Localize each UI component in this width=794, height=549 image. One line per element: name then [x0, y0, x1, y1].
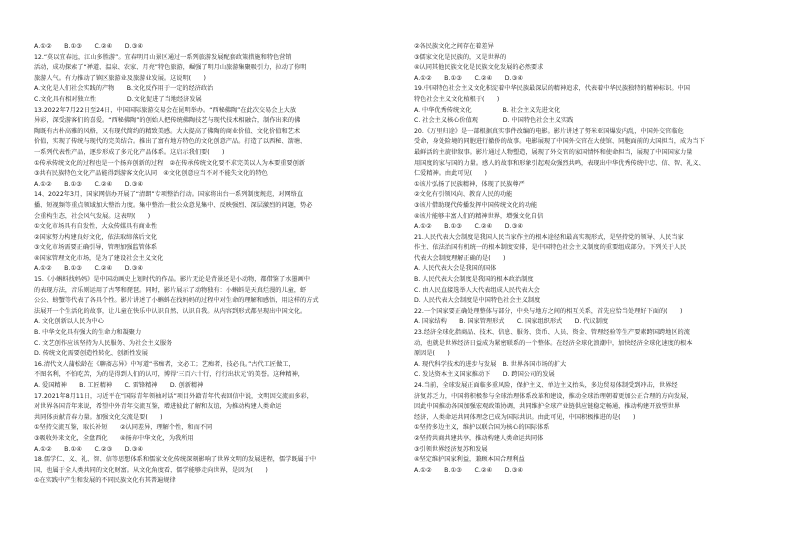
text-line: 13.2022年7月22日至24日，中国国际旅游交易会在昆明举办。“西秘佛陶”在此次交易会上大放	[34, 106, 297, 114]
text-line: A.①② B.①③ C.②④ D.③④	[414, 223, 524, 231]
text-line: 特色社会主义文化植根于( )	[414, 95, 500, 103]
text-line: A. 爱国精神 B. 工匠精神 C. 雷锋精神 D. 创新精神	[34, 382, 204, 389]
text-line: 19.中国特色社会主义文化积淀着中华民族最深层的精神追求，代表着中华民族独特的精神标识。中国	[414, 85, 690, 93]
text-line: A.①② B.①③ C.②④ D.③④	[414, 466, 524, 474]
text-line: 对世界各国青年来说，希望中外青年交流互鉴，增进彼此了解和友谊，为推动构建人类命运	[34, 403, 282, 411]
text-line: A.①② B.①③ C.②④ D.③④	[34, 43, 144, 50]
text-line: ④该片能够丰富人们的精神世界，增强文化自信	[414, 212, 544, 220]
text-line: 动，也就是世界经济日益成为紧密联系的一个整体。在经济全球化浪潮中，加快经济全球化速度的根本	[414, 339, 693, 347]
text-line: ③该片借助现代传播发挥中国传统文化的功能	[414, 201, 538, 209]
text-line: 一系列代表性产品，逐步形成了多元化产品体系。这启示我们要( )	[34, 148, 225, 156]
text-line: B. 人民代表大会制度是我国的根本政治制度	[414, 276, 534, 284]
text-line: B. 中华文化具有强大的生命力和凝聚力	[34, 329, 142, 337]
text-line: 16.清代文人蒲松龄在《聊斋志异》中写道“书痴者，文必工；艺痴者，技必良。”古代工匠做工，	[34, 360, 295, 368]
text-line: ②国家努力构建良好文化，依法取缔落后文化	[34, 233, 158, 241]
text-line: 代表大会制度理解正确的是( )	[414, 254, 506, 262]
text-line: ③吸收外来文化，全盘西化 ④扬弃中华文化，为我所用	[34, 434, 194, 442]
text-line: ④国家管理文化市场，是为了建设社会主义文化	[34, 254, 164, 262]
text-line: ①在实践中产生和发展的不同民族文化有其普遍规律	[34, 477, 176, 485]
text-line: 公公、螃蟹等代表了各具个性。影片讲述了小蝌蚪在找妈妈的过程中对生命的理解和感悟，用这样的方式	[34, 297, 319, 305]
text-line: 20.《万里归途》是一部根据真实事件改编的电影。影片讲述了努米亚国爆发内乱，中国外交官临危	[414, 127, 684, 135]
text-line: 因此中国推动各国加强宏观政策协调，共同维护全球产业链供应链稳定畅通，推动构建开放型世界	[414, 403, 681, 411]
text-line: 15.《小蝌蚪找妈妈》是中国动画史上划时代的作品。影片无论是背景还是小动物，都借鉴了水墨画中	[34, 276, 310, 284]
text-line: 法展开一个生活化的故事，让儿童在快乐中认识自然、认识自我。从内容到形式都呈现出中国文化。	[34, 307, 307, 315]
text-line: 播、短视频等重点领域加大整治力度。集中整治一批公众意见集中、反映强烈、深层激烈的问题，势必	[34, 201, 313, 209]
text-line: A.①② B.①③ C.②④ D.③④	[414, 74, 524, 82]
text-line: 21.人民代表大会制度是我国人民当家作主的根本途径和最高实现形式，是坚持党的领导、人民当家	[414, 233, 684, 241]
text-line: 受命，身处险境的同胞进行撤侨的故事。电影展现了中国外交官在大使馆、同胞面前的大国担当，成为当下	[414, 138, 705, 146]
text-line: C.文化具有相对独立性 D.文化促进了当地经济发展	[34, 95, 202, 103]
text-line: C. 由人民直接选举人大代表组成人民代表大会	[414, 286, 540, 294]
text-line: C. 文艺创作应该坚持为人民服务、为社会主义服务	[34, 339, 173, 347]
text-line: A.文化是人们社会实践的产物 B.文化反作用于一定的经济政治	[34, 85, 214, 93]
text-line: 原因是( )	[414, 350, 450, 358]
text-line: 的表现方法，音乐则运用了古琴和琵琶。同时，影片展示了动物独有：小蝌蚪是天真烂漫的儿童，虾	[34, 286, 307, 294]
text-line: 会重构生态，社会风气发展。这表明( )	[34, 212, 151, 220]
text-line: A.①② B.①④ C.②③ D.③④	[34, 445, 144, 453]
left-column	[34, 42, 398, 487]
text-line: C. 社会主义核心价值观 D. 中国特色社会主义实践	[414, 117, 574, 125]
text-line: ④认同其他民族文化是民族文化发展的必然要求	[414, 64, 544, 72]
text-line: A. 中华优秀传统文化 B. 社会主义先进文化	[414, 106, 561, 114]
text-line: ③儒家文化是民族的，又是世界的	[414, 53, 507, 61]
text-line: ①文化市场具有自发性，大众传媒具有商业性	[34, 223, 158, 231]
text-line: A.①② B.①③ C.②④ D.③④	[34, 265, 144, 273]
right-column	[414, 42, 778, 476]
text-line: ③文化市场需要正确引导，管理加强监管体系	[34, 244, 158, 252]
text-line: 18.儒学仁、义、礼、智、信等思想体系和儒家文化传统深刻影响了世界文明的发展进程，儒学既属于中	[34, 456, 317, 464]
text-line: A. 国家结构 B. 国家管理形式 C. 国家组织形式 D. 代议制度	[414, 318, 609, 326]
text-line: 陶既有古朴高雅的风格，又有现代简约的精致美感。大大提高了佛陶的商业价值、文化价值和艺术	[34, 127, 301, 135]
text-line: ③共有民族特色文化产品能得到游客文化认同 ④文化创意应当不对不能失文化的特色	[34, 170, 268, 178]
text-line: 23.经济全球化指商品、技术、信息、服务、货币、人员、资金、管理经验等生产要素跨国跨地区的流	[414, 329, 690, 337]
text-line: 异彩，深受游客们的喜爱。“西秘佛陶”的创始人把传统佛陶技艺与现代技术相融合，制作出来的佛	[34, 117, 301, 125]
text-line: ③引领世界经济复苏和发展	[414, 445, 488, 453]
text-line: 活动，成功探索了“禅道、温泉、农家、月亮”特色旅游，崛强了明月山旅游集聚吸引力，拉动了你明	[34, 64, 307, 72]
text-line: ①坚持多边主义，维护以联合国为核心的国际体系	[414, 424, 550, 432]
text-line: 不图名利，不怕吃苦，为的是得到人们的认可，博得‘三百六十行，行行出状元’的美誉。这种精神，	[34, 371, 304, 379]
text-line: ②坚持共商共建共享，推动构建人类命运共同体	[414, 434, 544, 442]
text-line: A.①② B.①③ C.②④ D.③④	[34, 180, 144, 188]
text-line: A. 人民代表大会是我国的国体	[414, 265, 497, 273]
text-line: 17.2021年8月11日，习近平在“国际青年领袖对话”项目外籍青年代表回信中说，文明因交流而多彩，	[34, 392, 313, 400]
text-line: 12.“莫以宜春远，江山多胜游”。宜春明月山景区通过一系列旅游发展配套政策措施和特色营销	[34, 53, 292, 61]
text-line: A. 文化创新以人民为中心	[34, 318, 104, 326]
text-line: 共同体贡献青春力量。加强文化交流是要( )	[34, 413, 163, 421]
text-line: D. 人民代表大会制度是中国特色社会主义制度	[414, 297, 541, 305]
text-line: 济复苏乏力，中国将积极参与全球治理体系改革和建设，推动全球治理朝着更加公正合理的方向发展，	[414, 392, 693, 400]
text-line: D. 传统文化需要创造性转化、创新性发展	[34, 350, 148, 358]
text-line: ①该片弘扬了民族精神，体现了民族尊严	[414, 180, 525, 188]
text-line: ①传承传统文化的过程也是一个扬弃创新的过程 ②在传承传统文化要不求完美以人为本要重要创新	[34, 159, 305, 167]
text-line: 经济，人类命运共同体理念已成为国际共识。由此可见，中国积极推进的是( )	[414, 413, 636, 421]
text-line: 用国度的家与国的力量。感人的故事和形象引起观众强烈共鸣，表现出中华优秀传统中忠、信、智、礼义、	[414, 159, 705, 167]
text-line: 仁爱精神。由此可见( )	[414, 170, 487, 178]
text-line: 14、2022年3月，国家网信办开展了“清朗”专项整治行动。国家将出台一系列制度规范，对网络直	[34, 191, 304, 199]
text-line: A. 现代科学技术的进步与发展 B. 世界各国市场的扩大	[414, 360, 567, 368]
text-line: C. 发达资本主义国家推动下 D. 跨国公司的发展	[414, 371, 555, 379]
text-line: 作主、依法治国有机统一的根本制度安排，是中国特色社会主义制度的重要组成部分。下列关于人民	[414, 244, 687, 252]
text-line: ②文化有引领风向、教育人民的功能	[414, 191, 513, 199]
text-line: 价值，实现了传统与现代的完美结合。推出了富有地方特色的文化创意产品。打造了以西秘、箭塘、	[34, 138, 307, 146]
text-line: 国，也属于全人类共同的文化财富。从文化角度看，儒学能够走向世界，是因为( )	[34, 466, 268, 474]
text-line: 22.一个国家要正确处理整体与部分，中央与地方之间的相互关系，首先应恰当处理好下面的( )	[414, 307, 683, 315]
text-line: 最鲜活的主旋律叙事。影片通过人物塑造，展现了外交官的家国情怀和使命担当，展现了中国国家力量	[414, 148, 693, 156]
text-line: ②各民族文化之间存在着差异	[414, 43, 494, 50]
text-line: ①坚持交流互鉴，取长补短 ②认同差异，理解个性，和而不同	[34, 424, 213, 432]
text-line: 旅游人气。有力推动了镇区旅游业及旅游业发展。这说明( )	[34, 74, 206, 82]
text-line: ④坚定维护国家利益，兼顾本国合理利益	[414, 456, 525, 464]
text-line: 24.当前，全球发展正面临多重风险，保护主义、单边主义抬头，多边贸易体制受到冲击，世界经	[414, 382, 678, 389]
